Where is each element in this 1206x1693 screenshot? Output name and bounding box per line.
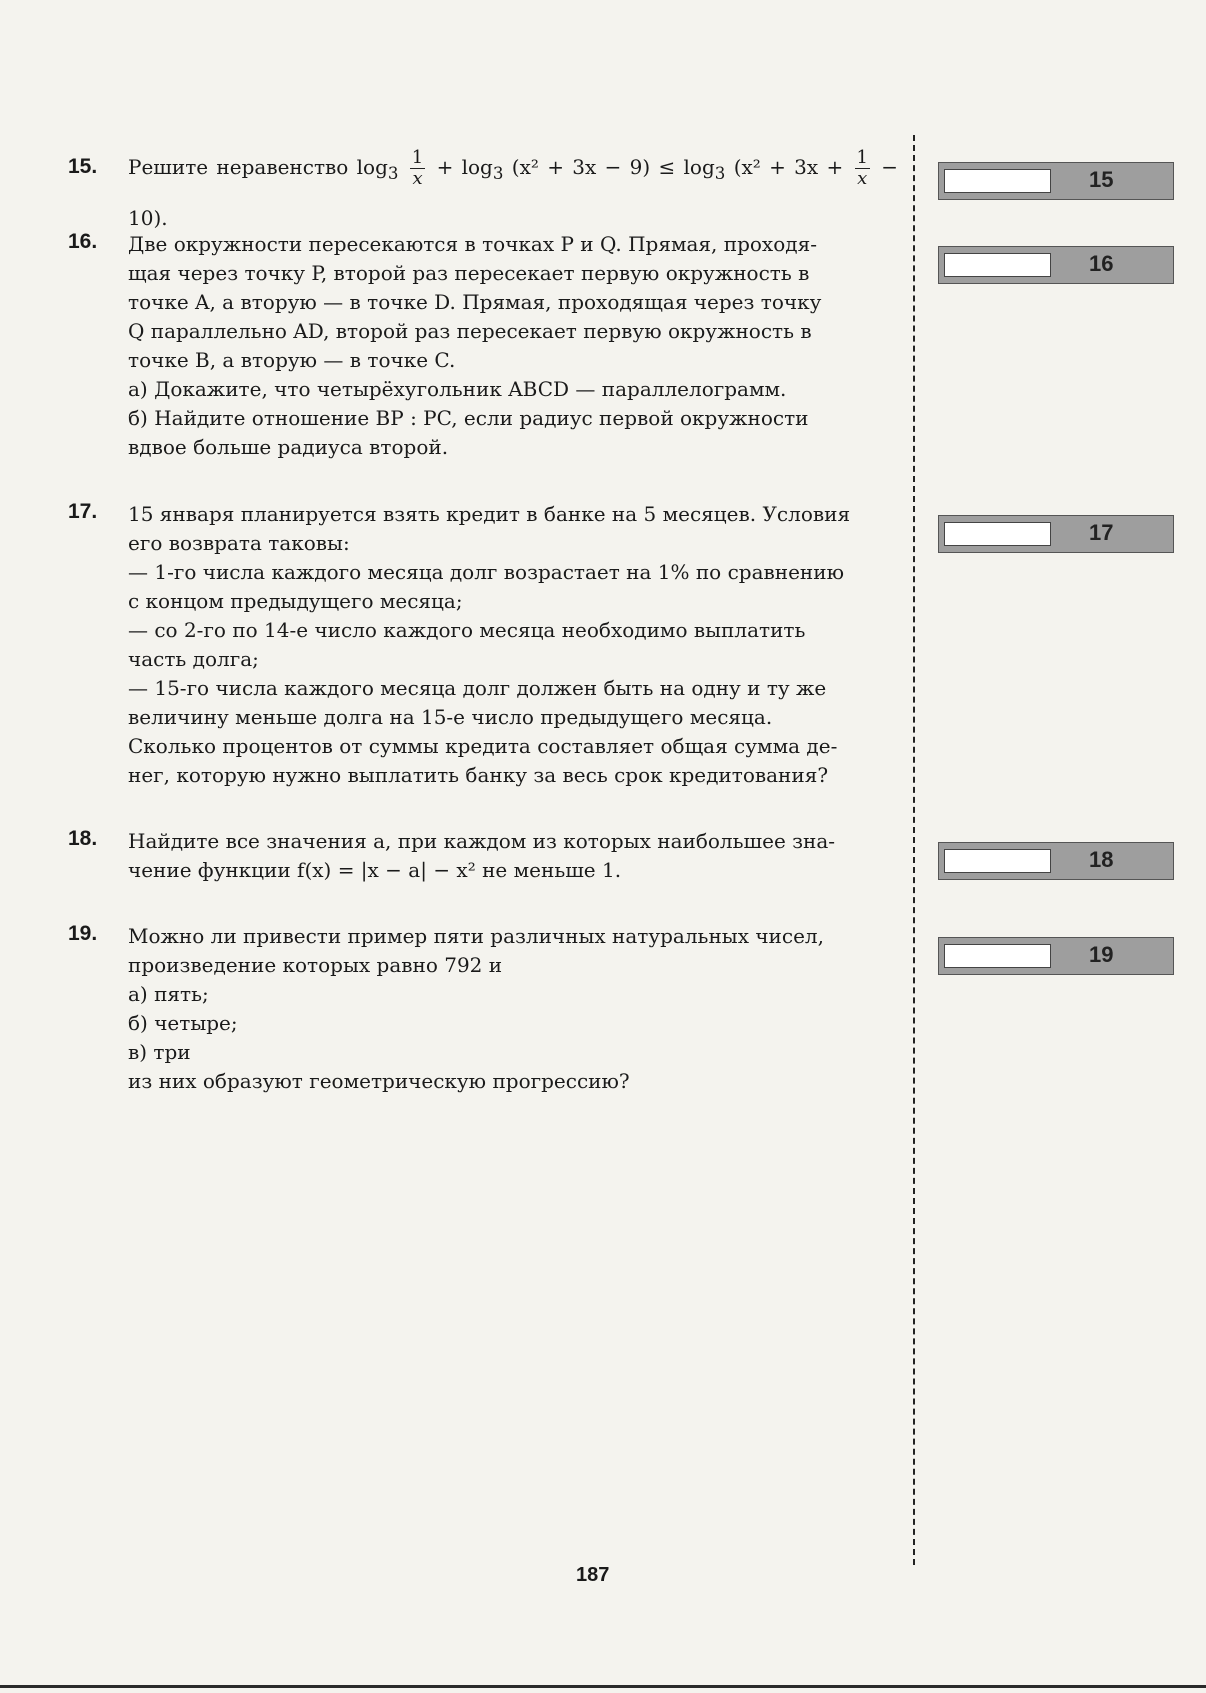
answer-field[interactable] [944,849,1051,873]
text-line: щая через точку P, второй раз пересекает первую окружность в [128,261,810,285]
formula-part: − 10). [128,155,899,230]
formula-part: (x² + 3x + [733,155,844,179]
text-line: а) пять; [128,982,209,1006]
answer-box-label: 16 [1089,251,1114,276]
task-17 [68,500,898,790]
task-number: 18. [68,827,98,850]
task-15 [68,145,898,240]
formula-part: log [356,155,388,179]
text-line: Найдите все значения a, при каждом из которых наибольшее зна- [128,829,836,853]
text-line: из них образуют геометрическую прогрессию? [128,1069,630,1093]
fraction-numerator: 1 [856,147,868,168]
answer-box-15 [938,162,1174,200]
text-line: — 1-го числа каждого месяца долг возрастает на 1% по сравнению [128,560,844,584]
text-line: Можно ли привести пример пяти различных натуральных чисел, [128,924,824,948]
page-number: 187 [576,1564,610,1586]
text-line: Две окружности пересекаются в точках P и Q. Прямая, проходя- [128,232,817,256]
fraction-denominator: x [412,168,423,189]
answer-box-17 [938,515,1174,553]
text-line: часть долга; [128,647,259,671]
text-line: с концом предыдущего месяца; [128,589,463,613]
task-19 [68,922,898,1096]
answer-field[interactable] [944,944,1051,968]
bottom-rule [0,1685,1206,1688]
text-line: точке B, а вторую — в точке C. [128,348,456,372]
task-19-text [128,922,898,1096]
task-16 [68,230,898,462]
answer-field[interactable] [944,522,1051,546]
text-line: произведение которых равно 792 и [128,953,503,977]
text-line: Сколько процентов от суммы кредита составляет общая сумма де- [128,734,838,758]
log-base: 3 [714,164,726,183]
text-line: Q параллельно AD, второй раз пересекает первую окружность в [128,319,812,343]
fraction-denominator: x [857,168,868,189]
text-line: — 15-го числа каждого месяца долг должен быть на одну и ту же [128,676,827,700]
task-16-text [128,230,898,462]
fraction-numerator: 1 [411,147,424,168]
answer-field[interactable] [944,169,1051,193]
answer-box-label: 15 [1089,167,1114,192]
answer-box-19 [938,937,1174,975]
log-base: 3 [387,164,399,183]
text-line: 15 января планируется взять кредит в банке на 5 месяцев. Условия [128,502,851,526]
text-line: чение функции f(x) = |x − a| − x² не меньше 1. [128,858,622,882]
text-line: величину меньше долга на 15-е число предыдущего месяца. [128,705,773,729]
text-line: а) Докажите, что четырёхугольник ABCD — параллелограмм. [128,377,787,401]
log-base: 3 [492,164,504,183]
task-18 [68,827,898,885]
text-line: б) четыре; [128,1011,238,1035]
fraction [410,148,425,189]
text-line: в) три [128,1040,191,1064]
formula-part: (x² + 3x − 9) ≤ log [511,155,715,179]
task-15-text [128,145,898,240]
text-line: точке A, а вторую — в точке D. Прямая, проходящая через точку [128,290,822,314]
task-18-text [128,827,898,885]
text-line: его возврата таковы: [128,531,350,555]
text-line: — со 2-го по 14-е число каждого месяца необходимо выплатить [128,618,806,642]
formula-part: + log [436,155,493,179]
task-lead: Решите неравенство [128,155,349,179]
text-line: б) Найдите отношение BP : PC, если радиус первой окружности [128,406,809,430]
fraction [855,148,870,189]
answer-box-18 [938,842,1174,880]
answer-box-16 [938,246,1174,284]
answer-box-label: 18 [1089,847,1114,872]
cut-line [913,135,915,1565]
task-number: 19. [68,922,98,945]
task-number: 15. [68,155,98,178]
task-number: 17. [68,500,98,523]
task-17-text [128,500,898,790]
text-line: нег, которую нужно выплатить банку за весь срок кредитования? [128,763,829,787]
text-line: вдвое больше радиуса второй. [128,435,449,459]
answer-box-label: 17 [1089,520,1114,545]
answer-field[interactable] [944,253,1051,277]
task-number: 16. [68,230,98,253]
answer-box-label: 19 [1089,942,1114,967]
